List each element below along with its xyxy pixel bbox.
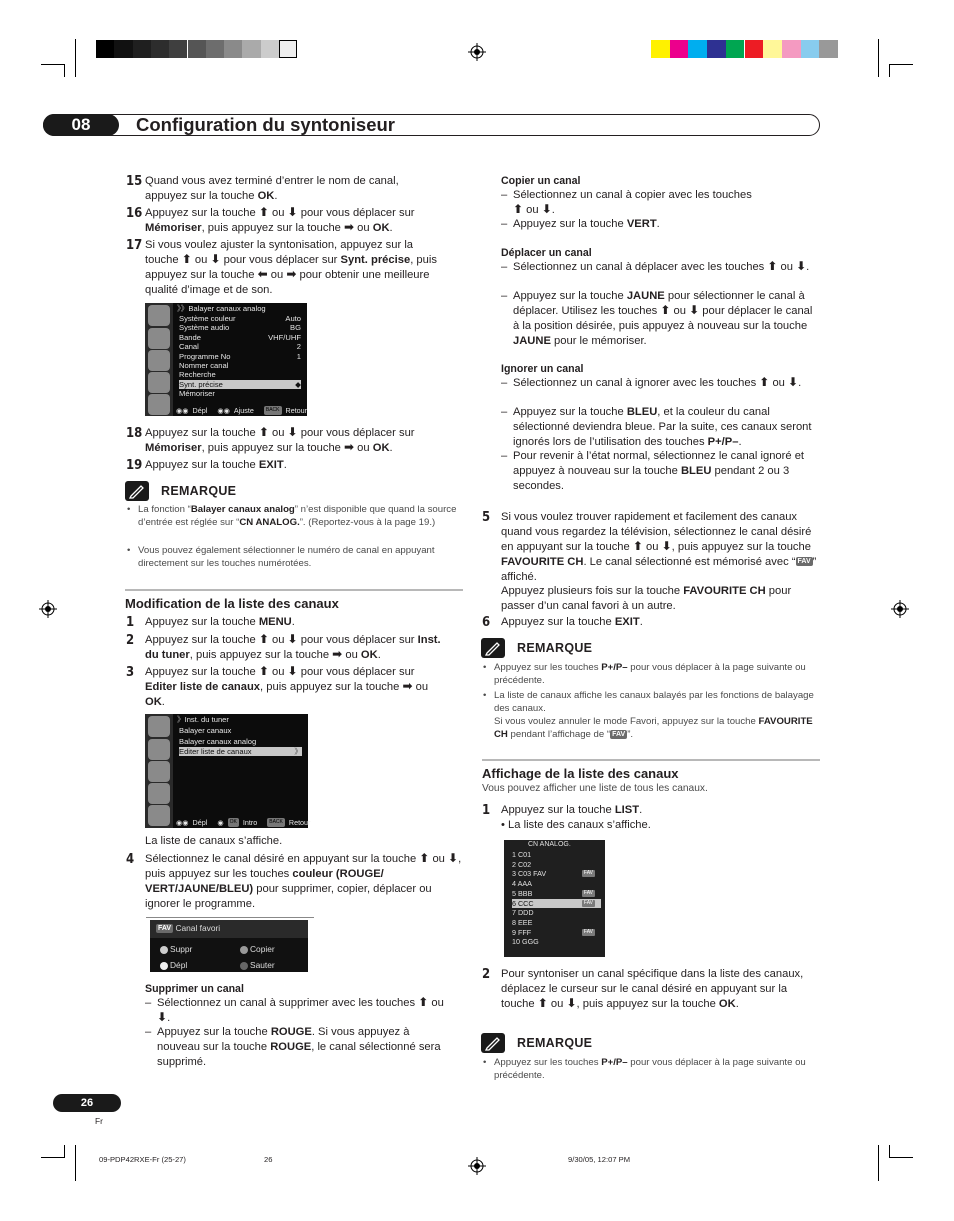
crop-mark-bl-v2	[64, 1145, 65, 1157]
crop-mark-br-h	[889, 1157, 913, 1158]
step-18	[126, 426, 446, 456]
arrow-right-icon: ➡	[344, 219, 355, 234]
mod-step-1	[126, 615, 446, 630]
page-language: Fr	[95, 1116, 103, 1126]
arrow-down-icon: ⬇	[287, 425, 298, 439]
gray-swatch	[279, 40, 297, 58]
deplacer-line-1: – Sélectionnez un canal à déplacer avec les touches ⬆ ou ⬇.	[501, 259, 810, 273]
arrow-right-icon: ➡	[332, 646, 343, 661]
music-icon	[148, 350, 170, 371]
step-number: 2	[126, 633, 135, 648]
fav-opt-suppr: Suppr	[160, 944, 192, 955]
arrow-up-icon: ⬆	[537, 995, 548, 1010]
arrow-left-icon: ⬅	[257, 266, 268, 281]
fav-panel-rule	[146, 917, 314, 918]
osd-menu-row[interactable]: Balayer canaux analog	[179, 736, 257, 746]
osd-menu-row[interactable]: Recherche	[179, 370, 216, 380]
channel-row[interactable]: 2 C02	[512, 859, 532, 869]
osd-header: 》》Balayer canaux analog	[177, 304, 266, 313]
dpad-icon: ◉◉	[176, 817, 189, 827]
step-number: 18	[126, 426, 143, 441]
gray-swatch	[96, 40, 114, 58]
osd-balayer-canaux-analog	[145, 303, 307, 416]
color-swatch	[688, 40, 707, 58]
back-tag: BACK	[267, 818, 285, 827]
step-number: 3	[126, 665, 135, 680]
ok-tag: OK	[228, 818, 239, 827]
step-number: 4	[126, 852, 135, 867]
fav-tag: FAV	[612, 731, 626, 739]
gray-swatch	[224, 40, 242, 58]
step-text: Appuyez sur la touche LIST. • La liste des canaux s’affiche.	[501, 804, 651, 831]
arrow-down-icon: ⬇	[210, 251, 221, 266]
step-text: Appuyez sur la touche EXIT.	[145, 459, 287, 471]
settings-icon	[148, 372, 170, 393]
osd-menu-row[interactable]: Programme No 1	[179, 351, 301, 361]
color-swatch	[763, 40, 782, 58]
arrow-up-icon: ⬆	[181, 251, 192, 266]
crop-mark-tr-v	[878, 39, 879, 77]
yellow-dot-icon	[160, 962, 168, 970]
red-dot-icon	[160, 946, 168, 954]
step-15	[126, 174, 438, 204]
color-swatch	[801, 40, 820, 58]
step-5	[482, 510, 820, 614]
arrow-up-icon: ⬆	[258, 664, 269, 678]
registration-mark-right-icon	[891, 600, 909, 618]
timer-icon	[148, 394, 170, 415]
channel-row[interactable]: 8 EEE	[512, 917, 533, 927]
step-16	[126, 206, 446, 236]
gray-swatch	[206, 40, 224, 58]
channel-row[interactable]: 7 DDD	[512, 908, 534, 918]
osd-sidebar	[145, 714, 173, 828]
back-tag: BACK	[264, 406, 282, 415]
fav-badge: FAV	[583, 928, 593, 935]
arrow-up-icon: ⬆	[258, 205, 269, 219]
registration-mark-top-icon	[468, 43, 486, 61]
step-text: Sélectionnez le canal désiré en appuyant sur la touche ⬆ ou ⬇, puis appuyez sur les touches couleur (ROUGE/ VERT/JAUNE/BLEU) pour supprimer, copier, déplacer ou ignorer le programme.	[145, 851, 462, 910]
fav-panel-header: FAV Canal favori	[150, 920, 308, 938]
arrow-up-icon: ⬆	[419, 851, 430, 865]
gray-swatch	[242, 40, 260, 58]
osd-menu-row[interactable]: Bande VHF/UHF	[179, 332, 301, 342]
crop-mark-bl-v	[75, 1145, 76, 1181]
ignorer-line-1: – Sélectionnez un canal à ignorer avec les touches ⬆ ou ⬇.	[501, 375, 802, 389]
note-title: REMARQUE	[517, 1035, 593, 1050]
ignorer-title: Ignorer un canal	[501, 363, 584, 375]
note-item: • La liste de canaux affiche les canaux balayés par les fonctions de balayage des canaux. Si vous voulez annuler le mode Favori, appuyez sur la touche FAVOURITE CH pendant l’affichage de “ FAV ”.	[483, 690, 814, 741]
step-6	[482, 615, 820, 630]
fav-badge: FAV	[583, 899, 593, 906]
step-text: Appuyez sur la touche ⬆ ou ⬇ pour vous déplacer sur Mémoriser, puis appuyez sur la touche ➡ ou OK.	[145, 425, 415, 454]
crop-mark-tl-v2	[64, 64, 65, 77]
arrow-up-icon: ⬆	[632, 538, 643, 553]
arrow-down-icon: ⬇	[287, 664, 298, 678]
arrow-up-icon: ⬆	[418, 995, 429, 1009]
channel-row[interactable]: 3 C03 FAV FAV	[512, 869, 593, 879]
arrow-down-icon: ⬇	[796, 259, 807, 273]
step-number: 2	[482, 967, 491, 982]
crop-mark-br-v	[878, 1145, 879, 1181]
channel-row[interactable]: 5 BBB FAV	[512, 888, 593, 898]
supprimer-title: Supprimer un canal	[145, 983, 244, 995]
mod-step-2	[126, 633, 446, 663]
note-heading	[125, 481, 236, 501]
section-rule	[125, 589, 463, 591]
antenna-icon	[148, 305, 170, 326]
color-swatch	[745, 40, 764, 58]
pencil-note-icon	[481, 1033, 505, 1053]
dpad-icon: ◉	[217, 817, 224, 827]
page-number: 26	[53, 1094, 121, 1112]
color-swatch	[651, 40, 670, 58]
step-number: 15	[126, 174, 143, 189]
arrow-right-icon: ➡	[344, 439, 355, 454]
osd-menu-row[interactable]: Canal 2	[179, 342, 301, 352]
arrow-down-icon: ⬇	[661, 538, 672, 553]
arrow-up-icon: ⬆	[660, 302, 671, 317]
channel-row[interactable]: 10 GGG	[512, 937, 539, 947]
dpad-icon: ◉◉	[176, 405, 189, 415]
registration-mark-bottom-icon	[468, 1157, 486, 1175]
gray-swatch	[169, 40, 187, 58]
gray-swatch	[188, 40, 206, 58]
arrow-right-icon: ➡	[402, 678, 413, 693]
gray-swatch	[133, 40, 151, 58]
arrow-down-icon: ⬇	[689, 302, 700, 317]
section-title-affichage: Affichage de la liste des canaux	[482, 766, 679, 781]
color-swatch	[707, 40, 726, 58]
step-text: Si vous voulez ajuster la syntonisation, appuyez sur la touche ⬆ ou ⬇ pour vous déplacer sur Synt. précise, puis appuyez sur la touche ⬅ ou ➡ pour obtenir une meilleure qualité d’image et de son.	[145, 239, 437, 296]
osd-menu-row[interactable]: Editer liste de canaux 》	[179, 747, 302, 756]
mod-step-3	[126, 665, 446, 710]
print-file-name: 09-PDP42RXE-Fr (25-27)	[99, 1155, 186, 1164]
fav-tag: FAV	[158, 925, 172, 933]
step-text: Appuyez sur la touche ⬆ ou ⬇ pour vous déplacer sur Editer liste de canaux, puis appuyez sur la touche ➡ ou OK.	[145, 664, 429, 708]
arrow-up-icon: ⬆	[759, 375, 770, 389]
step-number: 19	[126, 458, 143, 473]
step-text: Appuyez sur la touche ⬆ ou ⬇ pour vous déplacer sur Inst. du tuner, puis appuyez sur la touche ➡ ou OK.	[145, 632, 441, 661]
gray-swatch	[261, 40, 279, 58]
supprimer-line-1: – Sélectionnez un canal à supprimer avec les touches ⬆ ou ⬇.	[145, 995, 444, 1024]
osd-menu-row[interactable]: Système couleur Auto	[179, 314, 301, 323]
pencil-note-icon	[481, 638, 505, 658]
fav-opt-depl: Dépl	[160, 960, 187, 971]
step-number: 1	[126, 615, 135, 630]
section-rule	[482, 759, 820, 761]
osd-menu-row[interactable]: Balayer canaux	[179, 726, 232, 735]
step-17	[126, 238, 446, 298]
arrow-down-icon: ⬇	[541, 201, 552, 216]
fav-opt-sauter: Sauter	[240, 960, 275, 971]
supprimer-line-2: – Appuyez sur la touche ROUGE. Si vous appuyez à nouveau sur la touche ROUGE, le canal sélectionné sera supprimé.	[145, 1026, 441, 1068]
osd-menu-row[interactable]: Système audio BG	[179, 323, 301, 333]
crop-mark-br-v2	[889, 1145, 890, 1157]
arrow-up-icon: ⬆	[513, 201, 524, 216]
osd-footer: ◉◉ Dépl ◉ OK Intro BACK Retour	[176, 817, 311, 827]
affichage-intro: Vous pouvez afficher une liste de tous les canaux.	[482, 783, 708, 794]
note-heading	[481, 1033, 592, 1053]
crop-mark-tr-v2	[889, 64, 890, 77]
channel-row[interactable]: 1 C01	[512, 850, 532, 859]
ignorer-line-3: – Pour revenir à l’état normal, sélectionnez le canal ignoré et appuyez à nouveau sur la touche BLEU pendant 2 ou 3 secondes.	[501, 450, 805, 492]
channel-list-screen	[504, 840, 605, 957]
arrow-down-icon: ⬇	[448, 851, 459, 865]
note-title: REMARQUE	[517, 640, 593, 655]
osd-sidebar	[145, 303, 173, 416]
blue-dot-icon	[240, 962, 248, 970]
chapter-title: Configuration du syntoniseur	[136, 114, 395, 135]
deplacer-line-2: – Appuyez sur la touche JAUNE pour sélectionner le canal à déplacer. Utilisez les touches ⬆ ou ⬇ pour déplacer le canal à la position désirée, puis appuyez à nouveau sur la touche JAUNE pour le mémoriser.	[501, 290, 813, 347]
aff-step-1	[482, 803, 820, 833]
copier-line-1: – Sélectionnez un canal à copier avec les touches ⬆ ou ⬇.	[501, 189, 752, 216]
osd-header: 》Inst. du tuner	[177, 715, 229, 724]
music-icon	[148, 761, 170, 782]
arrow-up-icon: ⬆	[767, 259, 778, 273]
arrow-up-icon: ⬆	[258, 425, 269, 439]
section-title-modification: Modification de la liste des canaux	[125, 596, 339, 611]
step-text: Appuyez sur la touche MENU.	[145, 616, 295, 628]
aff-step-2	[482, 967, 820, 1012]
color-swatch	[670, 40, 689, 58]
crop-mark-bl-h	[41, 1157, 65, 1158]
deplacer-title: Déplacer un canal	[501, 247, 592, 259]
step-19	[126, 458, 446, 473]
print-date: 9/30/05, 12:07 PM	[568, 1155, 631, 1164]
step-number: 17	[126, 238, 143, 253]
crop-mark-tl-v	[75, 39, 76, 77]
step-text: Appuyez sur la touche EXIT.	[501, 616, 643, 628]
step-text: Quand vous avez terminé d’entrer le nom de canal, appuyez sur la touche OK.	[145, 175, 399, 202]
ignorer-line-2: – Appuyez sur la touche BLEU, et la couleur du canal sélectionné deviendra bleue. Par la suite, ces canaux seront ignorés lors de l’utilisation des touches P+/P–.	[501, 406, 812, 448]
fav-opt-copier: Copier	[240, 944, 275, 955]
timer-icon	[148, 805, 170, 826]
mod-step-4	[126, 852, 464, 912]
dpad-icon: ◉◉	[217, 405, 230, 415]
arrow-down-icon: ⬇	[287, 205, 298, 219]
color-swatch	[819, 40, 838, 58]
fav-badge: FAV	[583, 870, 593, 877]
osd-menu-row[interactable]: Mémoriser	[179, 389, 215, 399]
antenna-icon	[148, 716, 170, 737]
channel-row[interactable]: 4 AAA	[512, 879, 532, 889]
picture-icon	[148, 739, 170, 760]
color-swatch	[726, 40, 745, 58]
step-number: 5	[482, 510, 491, 525]
step-text: Si vous voulez trouver rapidement et facilement des canaux quand vous regardez la télévision, sélectionnez le canal désiré en appuyant sur la touche ⬆ ou ⬇, puis appuyez sur la touche FAVOURITE CH. Le canal sélectionné est mémorisé avec “ FAV ” affiché. Appuyez plusieurs fois sur la touche FAVOURITE CH pour passer d’un canal favori à un autre.	[501, 511, 817, 613]
fav-panel	[150, 920, 308, 972]
channel-row[interactable]: 9 FFF FAV	[512, 927, 593, 937]
osd-footer: ◉◉ Dépl ◉◉ Ajuste BACK Retour	[176, 405, 308, 415]
step-text: Pour syntoniser un canal spécifique dans la liste des canaux, déplacez le curseur sur le canal désiré en appuyant sur la touche ⬆ ou ⬇, puis appuyez sur la touche OK.	[501, 968, 804, 1010]
fav-badge: FAV	[583, 889, 593, 896]
print-page-number: 26	[264, 1155, 273, 1164]
chapter-number: 08	[43, 114, 119, 136]
note-item: • Vous pouvez également sélectionner le numéro de canal en appuyant directement sur les touches numérotées.	[127, 545, 435, 570]
color-swatch	[782, 40, 801, 58]
list-displayed-text: La liste de canaux s’affiche.	[145, 835, 283, 847]
registration-mark-left-icon	[39, 600, 57, 618]
arrow-down-icon: ⬇	[287, 632, 298, 646]
crop-mark-tl-h	[41, 64, 65, 65]
arrow-right-icon: ➡	[286, 266, 297, 281]
note-title: REMARQUE	[161, 483, 237, 498]
picture-icon	[148, 328, 170, 349]
pencil-note-icon	[125, 481, 149, 501]
green-dot-icon	[240, 946, 248, 954]
gray-swatch	[151, 40, 169, 58]
note-item: • Appuyez sur les touches P+/P– pour vous déplacer à la page suivante ou précédente.	[483, 662, 806, 687]
fav-tag: FAV	[797, 558, 811, 566]
note-item: • La fonction “Balayer canaux analog” n’est disponible que quand la source d’entrée est réglée sur “CN ANALOG.”. (Reportez-vous à la page 19.)	[127, 504, 457, 529]
copier-line-2: – Appuyez sur la touche VERT.	[501, 218, 660, 230]
osd-menu-row[interactable]: Nommer canal	[179, 361, 229, 370]
arrow-up-icon: ⬆	[258, 632, 269, 646]
step-number: 16	[126, 206, 143, 221]
arrow-down-icon: ⬇	[157, 1009, 168, 1024]
step-text: Appuyez sur la touche ⬆ ou ⬇ pour vous déplacer sur Mémoriser, puis appuyez sur la touche ➡ ou OK.	[145, 205, 415, 234]
gray-swatch	[114, 40, 132, 58]
note-item: • Appuyez sur les touches P+/P– pour vous déplacer à la page suivante ou précédente.	[483, 1057, 806, 1082]
channel-row[interactable]: 6 CCC FAV	[512, 899, 601, 909]
note-heading	[481, 638, 592, 658]
osd-inst-du-tuner	[145, 714, 311, 828]
arrow-down-icon: ⬇	[788, 375, 799, 389]
channel-list-header: CN ANALOG.	[528, 841, 571, 848]
arrow-down-icon: ⬇	[566, 995, 577, 1010]
step-number: 1	[482, 803, 491, 818]
settings-icon	[148, 783, 170, 804]
osd-menu-row[interactable]: Synt. précise ◆	[179, 379, 301, 389]
copier-title: Copier un canal	[501, 175, 581, 187]
crop-mark-tr-h	[889, 64, 913, 65]
step-number: 6	[482, 615, 491, 630]
